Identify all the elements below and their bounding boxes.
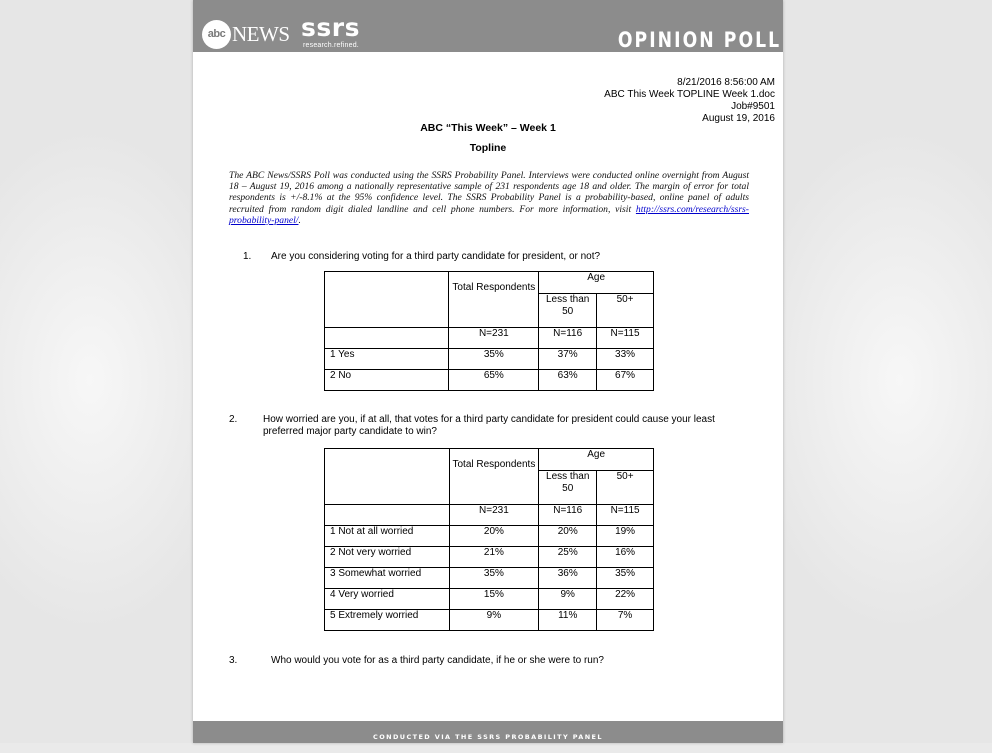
document-meta bbox=[604, 77, 775, 125]
row-under50: 9% bbox=[539, 589, 597, 610]
row-total: 9% bbox=[449, 610, 539, 631]
blank-header-cell bbox=[325, 272, 449, 328]
table-row bbox=[325, 349, 654, 370]
document-page bbox=[193, 0, 783, 743]
row-label: 1 Yes bbox=[325, 349, 449, 370]
meta-date: August 19, 2016 bbox=[702, 113, 775, 124]
intro-text: The ABC News/SSRS Poll was conducted using the SSRS Probability Panel. Interviews were conducted online overnight from August 18 – August 19, 2016 among a nationally representative sample of 231 respondents age 18 and older. The margin of error for total respondents is +/-8.1% at the 95% confidence level. The SSRS Probability Panel is a probability-based, online panel of adults recruited from random digit dialed landline and cell phone numbers. For more information, visit bbox=[229, 170, 749, 215]
n-total: N=231 bbox=[449, 505, 539, 526]
panel-link[interactable]: http://ssrs.com/research/ssrs-probability-panel/ bbox=[229, 203, 749, 226]
n-50plus: N=115 bbox=[597, 328, 654, 349]
question-number: 1. bbox=[243, 251, 252, 262]
question-number: 3. bbox=[229, 655, 238, 666]
abc-logo: abc bbox=[202, 20, 231, 49]
table-row bbox=[325, 547, 654, 568]
n-total: N=231 bbox=[449, 328, 539, 349]
row-total: 20% bbox=[449, 526, 539, 547]
row-total: 35% bbox=[449, 349, 539, 370]
age-col-50plus: 50+ bbox=[597, 294, 654, 328]
table-row bbox=[325, 370, 654, 391]
table-row bbox=[325, 505, 654, 526]
age-col-under50: Less than 50 bbox=[539, 294, 597, 328]
age-header: Age bbox=[539, 272, 654, 294]
table-row bbox=[325, 526, 654, 547]
header-banner bbox=[193, 0, 783, 52]
row-under50: 25% bbox=[539, 547, 597, 568]
row-label: 4 Very worried bbox=[325, 589, 450, 610]
total-header: Total Respondents bbox=[449, 272, 539, 328]
n-under50: N=116 bbox=[539, 328, 597, 349]
intro-paragraph bbox=[229, 170, 749, 226]
row-under50: 20% bbox=[539, 526, 597, 547]
row-50plus: 35% bbox=[597, 568, 654, 589]
meta-filename: ABC This Week TOPLINE Week 1.doc bbox=[604, 89, 775, 100]
blank-header-cell bbox=[325, 449, 450, 505]
row-label: 3 Somewhat worried bbox=[325, 568, 450, 589]
meta-job: Job#9501 bbox=[731, 101, 775, 112]
ssrs-logo: ssrs bbox=[301, 13, 360, 42]
row-total: 15% bbox=[449, 589, 539, 610]
row-50plus: 16% bbox=[597, 547, 654, 568]
results-table-2 bbox=[324, 448, 654, 631]
question-text: How worried are you, if at all, that votes for a third party candidate for president could cause your least preferred major party candidate to win? bbox=[263, 414, 715, 437]
ssrs-tagline: research.refined. bbox=[303, 42, 359, 49]
question-text: Who would you vote for as a third party candidate, if he or she were to run? bbox=[271, 655, 604, 666]
row-label: 1 Not at all worried bbox=[325, 526, 450, 547]
row-label: 2 No bbox=[325, 370, 449, 391]
row-50plus: 19% bbox=[597, 526, 654, 547]
row-under50: 37% bbox=[539, 349, 597, 370]
row-50plus: 7% bbox=[597, 610, 654, 631]
n-under50: N=116 bbox=[539, 505, 597, 526]
row-label: 2 Not very worried bbox=[325, 547, 450, 568]
document-title: ABC “This Week” – Week 1 bbox=[420, 122, 556, 134]
row-under50: 36% bbox=[539, 568, 597, 589]
document-subtitle: Topline bbox=[469, 142, 507, 154]
table-row bbox=[325, 589, 654, 610]
intro-tail: . bbox=[298, 214, 301, 226]
row-50plus: 22% bbox=[597, 589, 654, 610]
footer-banner: CONDUCTED VIA THE SSRS PROBABILITY PANEL bbox=[193, 721, 783, 743]
n-label bbox=[325, 505, 450, 526]
n-50plus: N=115 bbox=[597, 505, 654, 526]
banner-title: OPINION POLL bbox=[617, 28, 781, 52]
row-total: 35% bbox=[449, 568, 539, 589]
row-total: 65% bbox=[449, 370, 539, 391]
n-label bbox=[325, 328, 449, 349]
row-label: 5 Extremely worried bbox=[325, 610, 450, 631]
row-50plus: 33% bbox=[597, 349, 654, 370]
results-table-1 bbox=[324, 271, 654, 391]
meta-timestamp: 8/21/2016 8:56:00 AM bbox=[677, 77, 775, 88]
age-header: Age bbox=[539, 449, 654, 471]
table-row bbox=[325, 328, 654, 349]
question-text: Are you considering voting for a third party candidate for president, or not? bbox=[271, 251, 601, 262]
news-logo: NEWS bbox=[232, 22, 290, 46]
row-50plus: 67% bbox=[597, 370, 654, 391]
age-col-50plus: 50+ bbox=[597, 471, 654, 505]
row-under50: 11% bbox=[539, 610, 597, 631]
row-total: 21% bbox=[449, 547, 539, 568]
row-under50: 63% bbox=[539, 370, 597, 391]
question-number: 2. bbox=[229, 414, 238, 425]
age-col-under50: Less than 50 bbox=[539, 471, 597, 505]
table-row bbox=[325, 568, 654, 589]
total-header: Total Respondents bbox=[449, 449, 539, 505]
table-row bbox=[325, 610, 654, 631]
